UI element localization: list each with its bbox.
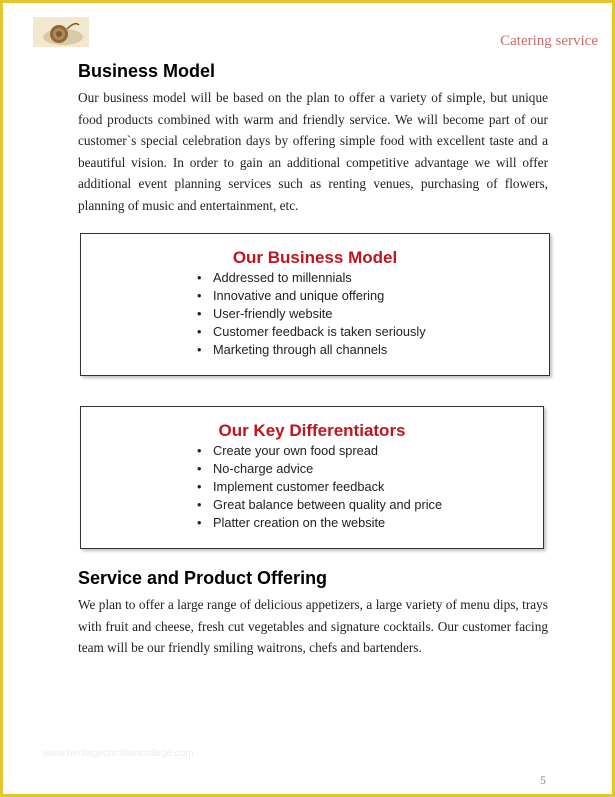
business-model-list	[197, 269, 549, 359]
section-heading-service-offering: Service and Product Offering	[78, 568, 328, 588]
list-item: • User-friendly website	[197, 305, 549, 323]
list-item: • Great balance between quality and price	[197, 496, 543, 514]
service-offering-paragraph: We plan to offer a large range of delicious appetizers, a large variety of menu dips, trays with fruit and cheese, fresh cut vegetables and signature cocktails. Our customer facing team will be our friendly smiling waitrons, chefs and bartenders.	[78, 597, 548, 656]
business-model-paragraph: Our business model will be based on the plan to offer a variety of simple, but unique food products combined with warm and friendly service. We will become part of our customer`s special celebration days by offering simple food with excellent taste and a beautiful vision. In order to gain an additional competitive advantage we will offer additional event planning services such as renting venues, purchasing of flowers, planning of music and entertainment, etc.	[78, 90, 548, 213]
list-item: • Innovative and unique offering	[197, 287, 549, 305]
box-title-business-model: Our Business Model	[232, 248, 398, 267]
section-heading-business-model: Business Model	[78, 61, 216, 81]
watermark: www.heritagechristiancollege.com	[43, 748, 194, 759]
snail-logo-icon	[33, 17, 89, 47]
list-item: • Addressed to millennials	[197, 269, 549, 287]
page-number: 5	[540, 773, 546, 787]
box-title-key-differentiators: Our Key Differentiators	[218, 421, 406, 440]
list-item: • Implement customer feedback	[197, 478, 543, 496]
list-item: • Platter creation on the website	[197, 514, 543, 532]
list-item: • Customer feedback is taken seriously	[197, 323, 549, 341]
business-model-box	[80, 233, 550, 376]
list-item: • Create your own food spread	[197, 442, 543, 460]
header-title: Catering service	[500, 33, 598, 49]
list-item: • No-charge advice	[197, 460, 543, 478]
key-differentiators-list	[197, 442, 543, 532]
key-differentiators-box	[80, 406, 544, 549]
list-item: • Marketing through all channels	[197, 341, 549, 359]
